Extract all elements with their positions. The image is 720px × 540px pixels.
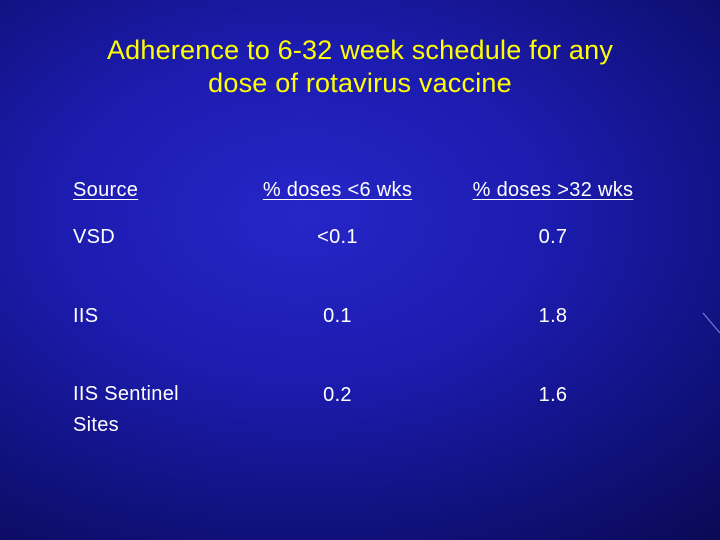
- title-line-1: Adherence to 6-32 week schedule for any: [106, 35, 614, 65]
- row-2-lt6: 0.1: [323, 305, 352, 327]
- row-3-lt6: 0.2: [323, 384, 352, 406]
- row-2-gt32: 1.8: [538, 305, 568, 327]
- header-doses-lt6: % doses <6 wks: [262, 179, 413, 201]
- header-source: Source: [73, 179, 139, 201]
- header-doses-gt32: % doses >32 wks: [472, 179, 634, 201]
- row-2-source: IIS: [73, 305, 99, 327]
- row-1-source: VSD: [73, 226, 116, 248]
- row-3-source: IIS Sentinel Sites: [73, 383, 179, 436]
- row-1-gt32: 0.7: [538, 226, 568, 248]
- title-line-2: dose of rotavirus vaccine: [208, 68, 512, 98]
- row-3-gt32: 1.6: [538, 384, 568, 406]
- row-1-lt6: <0.1: [317, 226, 358, 248]
